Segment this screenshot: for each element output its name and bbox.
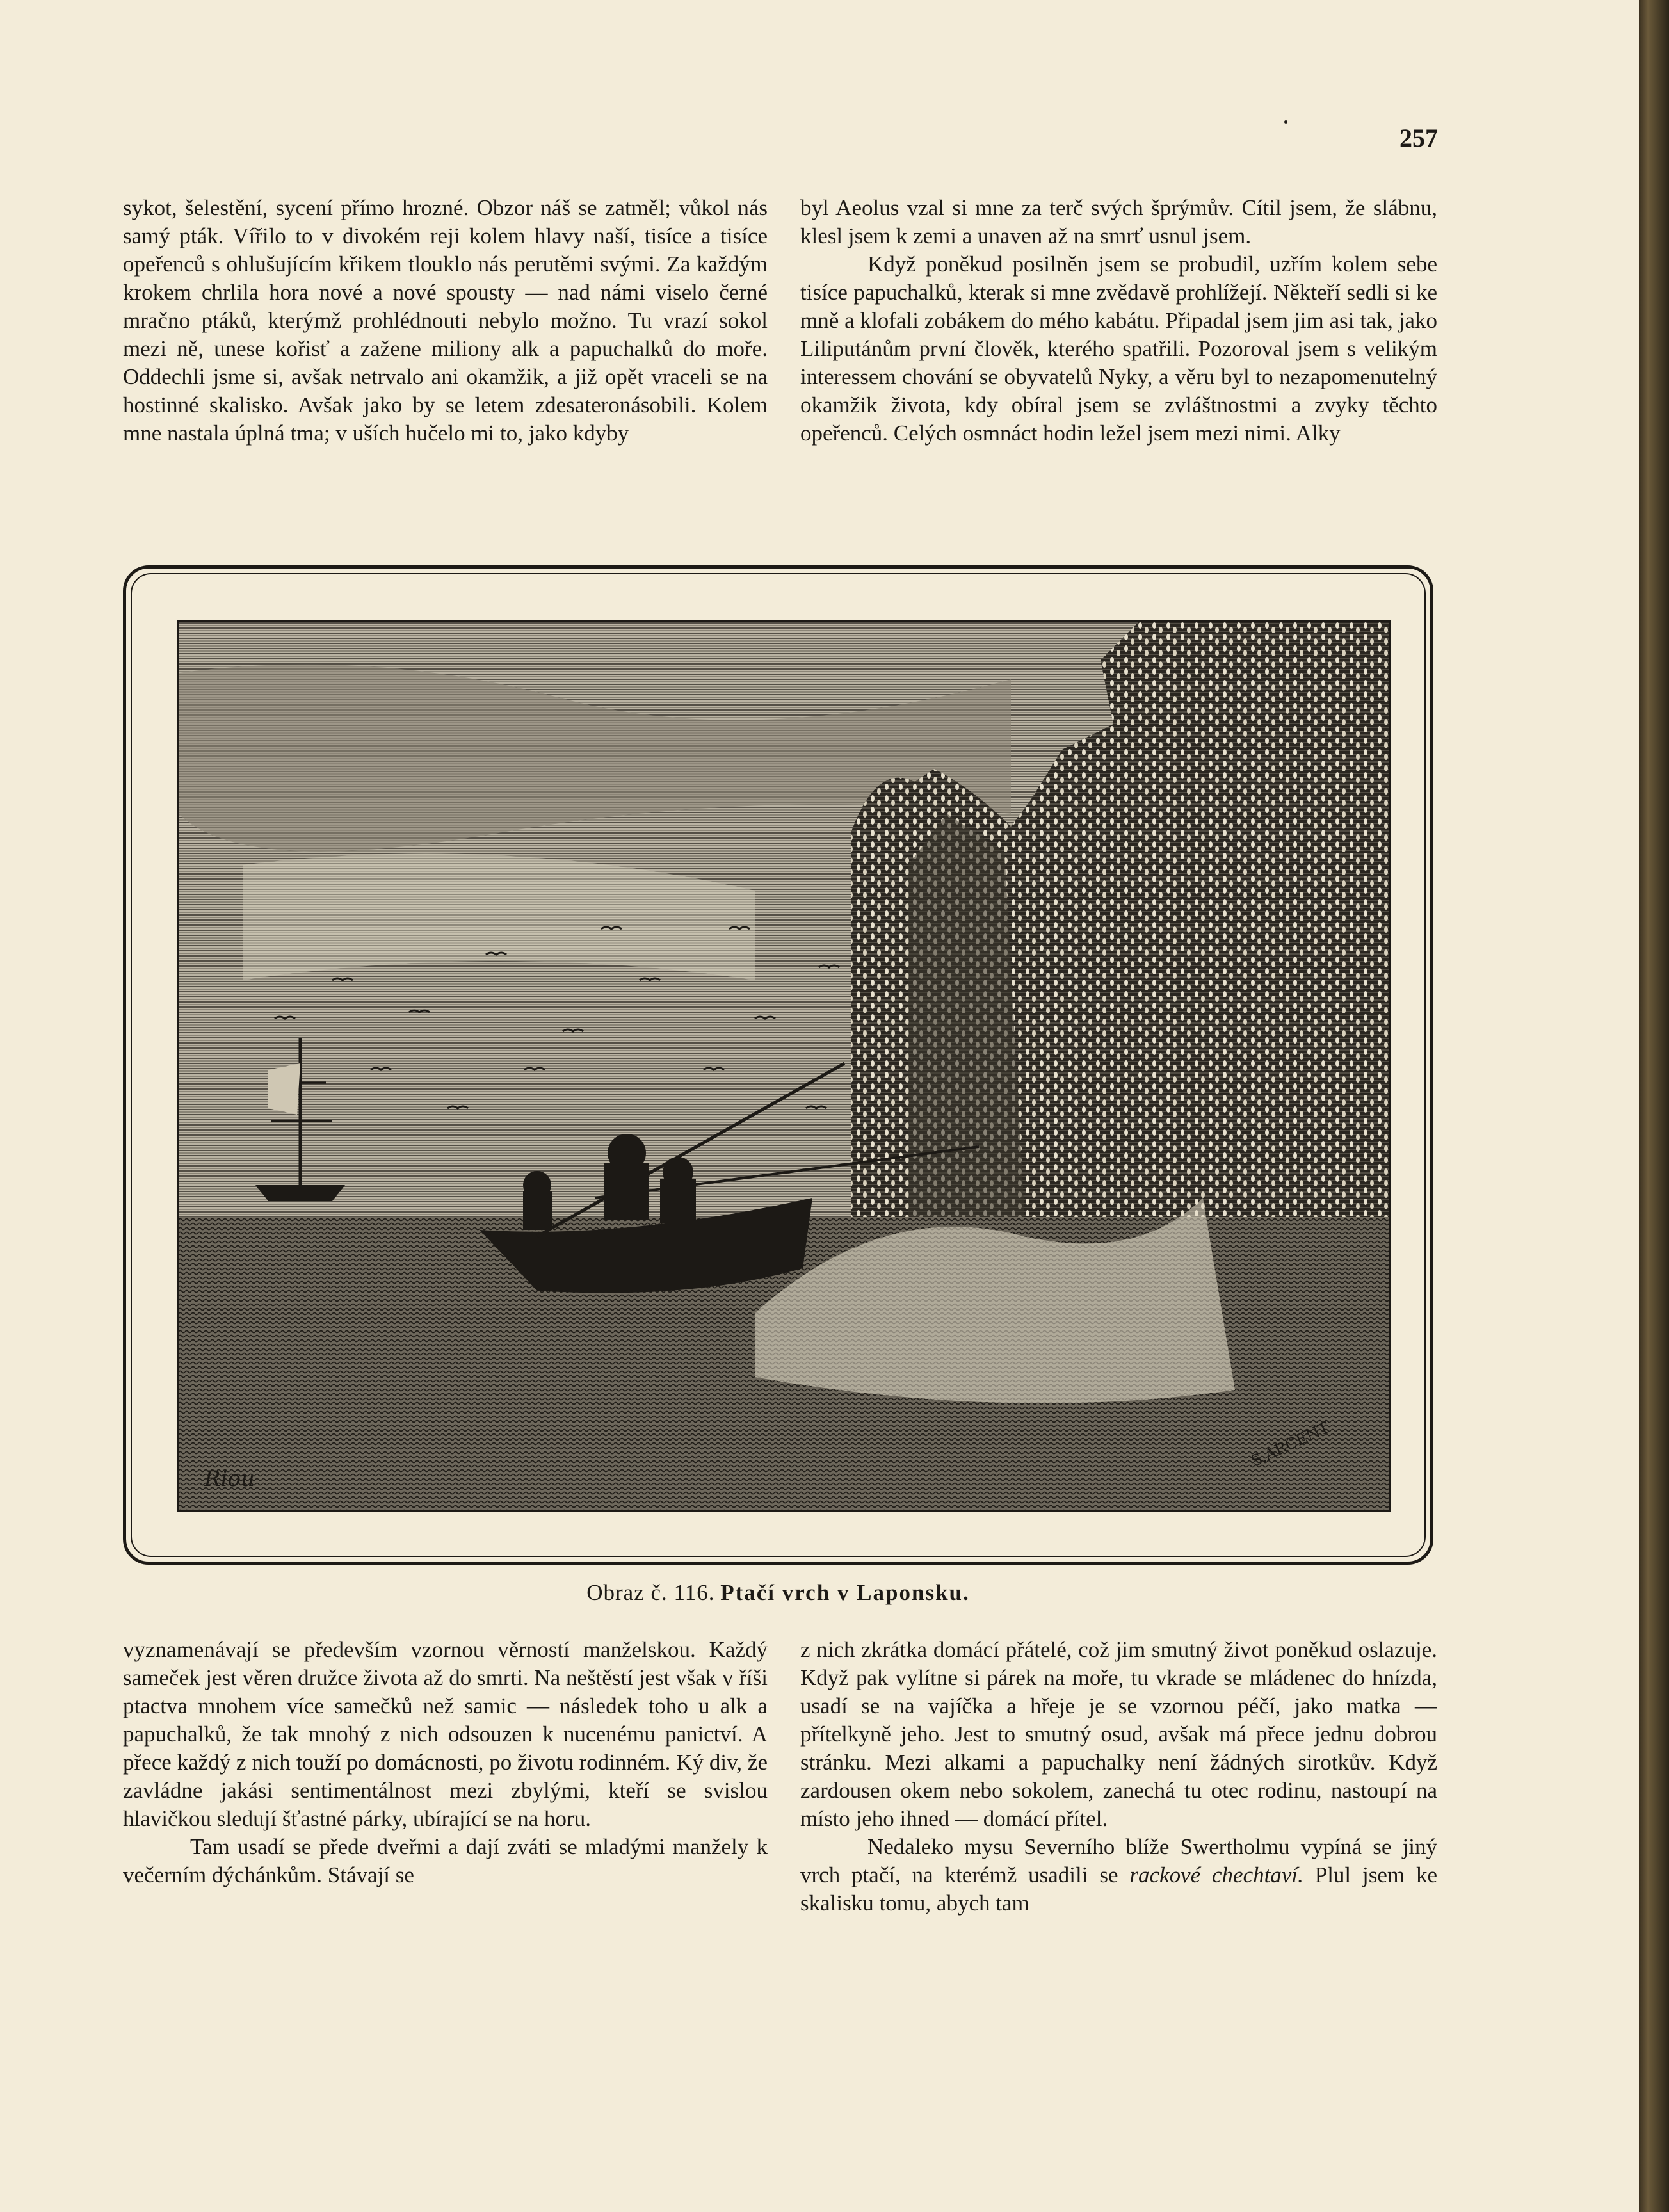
engraving-illustration	[179, 622, 1389, 1510]
emphasis-text: rackové chechtaví.	[1129, 1862, 1303, 1887]
text-column-bottom-left	[123, 1636, 768, 1992]
engraving-signature-left: Riou	[204, 1466, 255, 1492]
caption-label: Obraz č. 116.	[586, 1580, 715, 1605]
figure-caption	[123, 1580, 1433, 1606]
paragraph: z nich zkrátka domácí přátelé, což jim smutný život poněkud oslazuje. Když pak vylítne si párek na moře, tu vkrade se mládenec do hnízda, usadí se na vajíčka a hřeje je se vzornou péčí, jako matka — přítelkyně jeho. Jest to smutný osud, avšak má přece jednu dobrou stránku. Mezi alkami a papuchalky není žádných sirotkův. Když zardousen okem nebo sokolem, zanechá tu otec rodinu, nastoupí na místo jeho ihned — domácí přítel.	[800, 1637, 1437, 1831]
engraving-signature-right: S.ARCENT	[1248, 1418, 1332, 1471]
paragraph: sykot, šelestění, sycení přímo hrozné. Obzor náš se zatměl; vůkol nás samý pták. Vířilo to v divokém reji kolem hlavy naší, tisíce a tisíce opeřenců s ohlušujícím křikem tlouklo nás perutěmi svými. Za každým krokem chrlila hora nové a nové spousty — nad námi viselo černé mračno ptáků, kterýmž prohlédnouti nebylo možno. Tu vrazí sokol mezi ně, unese kořisť a zažene miliony alk a papuchalků do moře. Oddechli jsme si, avšak netrvalo ani okamžik, a již opět vraceli se na hostinné skalisko. Avšak jako by se letem zdesateronásobili. Kolem mne nastala úplná tma; v uších hučelo mi to, jako kdyby	[123, 195, 768, 446]
paragraph: Tam usadí se přede dveřmi a dají zváti se mladými manžely k večerním dýchánkům. Stávají se	[123, 1834, 768, 1887]
caption-title: Ptačí vrch v Laponsku.	[720, 1580, 970, 1605]
paragraph-text: Nedaleko mysu Severního blíže Swertholmu vypíná se jiný vrch ptačí, na kterémž usadili se	[800, 1834, 1437, 1887]
paragraph: vyznamenávají se především vzornou věrností manželskou. Každý sameček jest věren družce života až do smrti. Na neštěstí jest však v říši ptactva mnohem více samečků než samic — následek toho u alk a papuchalků, že tak mnohý z nich odsouzen k nucenému panictví. A přece každý z nich touží po domácnosti, po životu rodinném. Ký div, že zavládne jakási sentimentálnost mezi zbylými, kteří se svislou hlavičkou sledují šťastné párky, ubírající se na horu.	[123, 1637, 768, 1831]
paragraph: byl Aeolus vzal si mne za terč svých šprýmův. Cítil jsem, že slábnu, klesl jsem k zemi a unaven až na smrť usnul jsem.	[800, 195, 1437, 248]
text-column-top-left	[123, 194, 768, 540]
paragraph-text: Plul jsem ke skalisku tomu, abych tam	[800, 1862, 1437, 1916]
page-number: 257	[1399, 124, 1438, 152]
page-speck	[1284, 120, 1287, 124]
paragraph	[800, 1833, 1437, 1917]
text-column-top-right	[800, 194, 1437, 540]
book-edge	[1639, 0, 1669, 2212]
text-column-bottom-right	[800, 1636, 1437, 1992]
paragraph: Když poněkud posilněn jsem se probudil, uzřím kolem sebe tisíce papuchalků, kterak si mne zvědavě prohlížejí. Někteří sedli si ke mně a klofali zobákem do mého kabátu. Připadal jsem jim asi tak, jako Liliputánům první člověk, kterého spatřili. Pozoroval jsem s velikým interessem chování se obyvatelů Nyky, a věru byl to nezapomenutelný okamžik života, kdy obíral jsem se zvláštnostmi a zvyky těchto opeřenců. Celých osmnáct hodin ležel jsem mezi nimi. Alky	[800, 252, 1437, 446]
engraving-bird-mountain	[177, 620, 1391, 1512]
